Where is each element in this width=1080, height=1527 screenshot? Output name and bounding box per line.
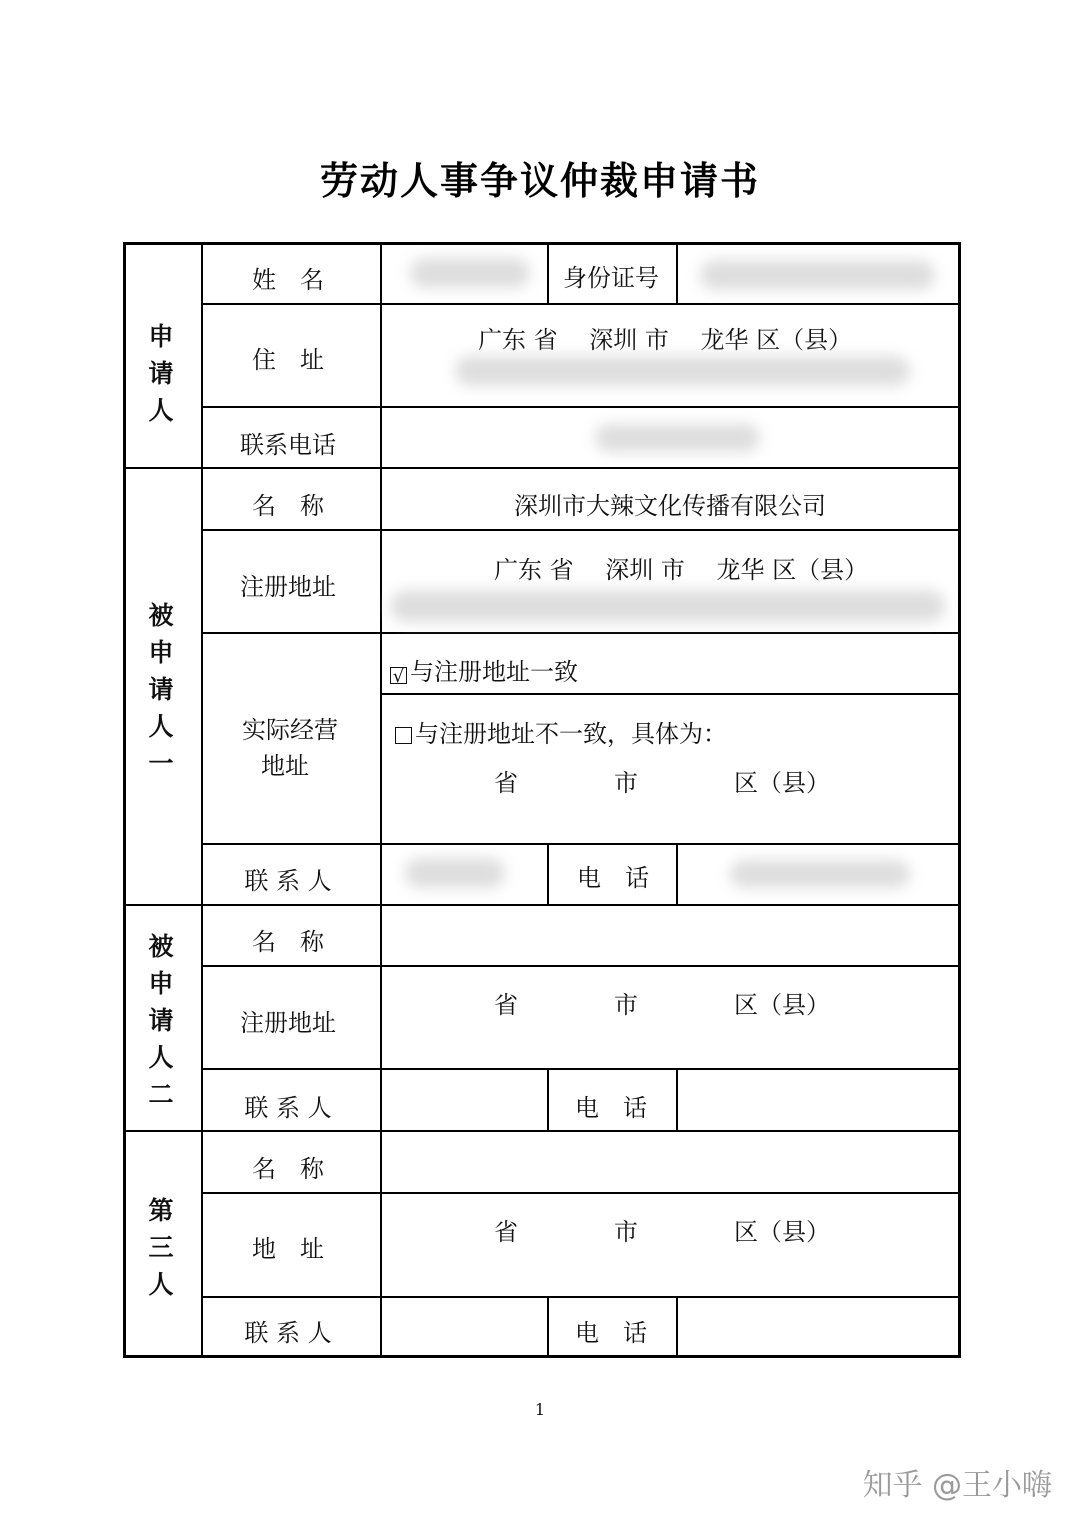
respondent2-address-line: 省 市 区（县） [494, 991, 830, 1019]
column-divider-name-id [547, 242, 549, 304]
label-registered-address: 注册地址 [240, 1009, 336, 1037]
label-contact-person: 联 系 人 [244, 867, 332, 895]
redacted-respondent1-address [390, 590, 945, 622]
label-name: 姓 名 [252, 266, 324, 294]
row-divider [380, 693, 961, 695]
row-divider [201, 1068, 961, 1070]
column-divider-section [201, 242, 203, 1358]
label-actual-address-2: 地址 [261, 752, 309, 780]
label-actual-address-1: 实际经营 [242, 716, 338, 744]
label-address: 住 址 [252, 346, 324, 374]
option-same-as-registered[interactable] [390, 652, 578, 687]
redacted-applicant-name [410, 258, 530, 288]
checkbox-unchecked[interactable] [395, 727, 412, 744]
section-divider-3 [123, 1130, 961, 1132]
row-divider [201, 529, 961, 531]
application-form-table [123, 242, 961, 1358]
page-number: 1 [534, 1400, 546, 1419]
document-title: 劳动人事争议仲裁申请书 [319, 159, 760, 203]
section-label-respondent1: 被申请人一 [148, 601, 174, 778]
column-divider-id-value [676, 242, 678, 304]
label-contact-phone: 联系电话 [240, 431, 336, 459]
label-registered-address: 注册地址 [240, 573, 336, 601]
section-divider-2 [123, 904, 961, 906]
column-divider-contact3 [547, 1296, 549, 1358]
label-contact-person: 联 系 人 [244, 1319, 332, 1347]
column-divider-phone3 [676, 1296, 678, 1358]
applicant-address-line: 广东 省 深圳 市 龙华 区（县） [478, 326, 853, 354]
section-label-third-party: 第三人 [148, 1196, 174, 1299]
label-phone: 电 话 [575, 1319, 647, 1347]
redacted-respondent1-phone [730, 860, 910, 888]
redacted-applicant-address [455, 356, 910, 386]
label-phone: 电 话 [575, 1094, 647, 1122]
row-divider [201, 632, 961, 634]
row-divider [201, 303, 961, 305]
third-party-address-line: 省 市 区（县） [494, 1218, 830, 1246]
redacted-applicant-phone [595, 424, 760, 452]
section-label-respondent2: 被申请人二 [148, 932, 174, 1109]
respondent1-reg-address-line: 广东 省 深圳 市 龙华 区（县） [494, 556, 869, 584]
section-divider-1 [123, 467, 961, 469]
row-divider [201, 406, 961, 408]
column-divider-contact2 [547, 1068, 549, 1131]
checkbox-checked[interactable]: √ [390, 667, 407, 684]
label-address: 地 址 [252, 1235, 324, 1263]
label-org-name: 名 称 [252, 928, 324, 956]
column-divider-phone2 [676, 1068, 678, 1131]
column-divider-contact1 [547, 843, 549, 905]
label-contact-person: 联 系 人 [244, 1094, 332, 1122]
actual-address-blank-line: 省 市 区（县） [494, 769, 830, 797]
label-id-number: 身份证号 [563, 264, 659, 292]
respondent1-name: 深圳市大辣文化传播有限公司 [514, 492, 826, 520]
option-same-label: 与注册地址一致 [410, 658, 578, 686]
redacted-contact-person [405, 858, 505, 888]
row-divider [201, 965, 961, 967]
redacted-id-number [700, 260, 935, 290]
label-org-name: 名 称 [252, 492, 324, 520]
column-divider-phone1 [676, 843, 678, 905]
row-divider [201, 1192, 961, 1194]
option-different-label: 与注册地址不一致，具体为： [415, 720, 727, 748]
watermark: 知乎 @王小嗨 [862, 1468, 1052, 1503]
option-different-address[interactable] [395, 714, 727, 749]
label-org-name: 名 称 [252, 1155, 324, 1183]
column-divider-label [380, 242, 382, 1358]
label-phone: 电 话 [577, 864, 649, 892]
row-divider [201, 843, 961, 845]
row-divider [201, 1296, 961, 1298]
section-label-applicant: 申请人 [148, 322, 174, 425]
